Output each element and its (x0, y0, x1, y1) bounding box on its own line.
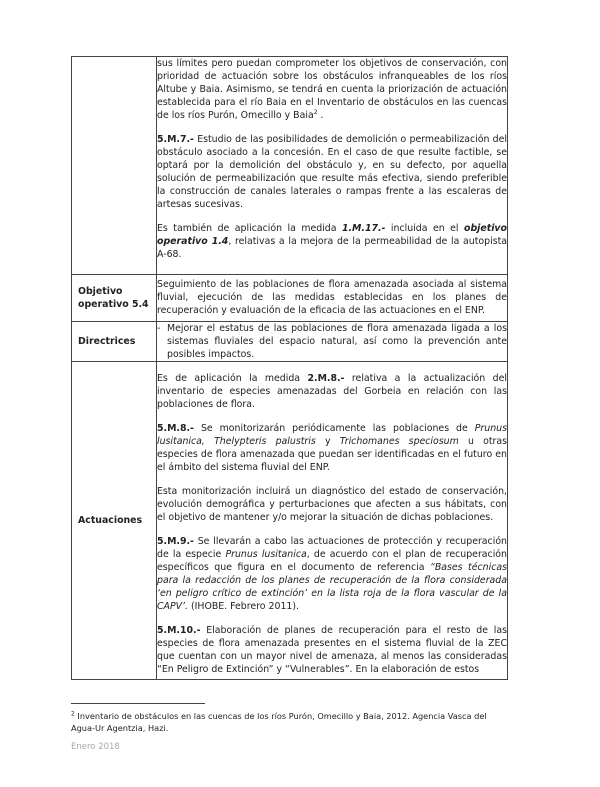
text-fragment: Se monitorizarán periódicamente las poblaciones de (193, 423, 475, 434)
text-fragment: (IHOBE. Febrero 2011). (188, 601, 300, 612)
label-cell (72, 322, 157, 362)
measure-paragraph (157, 422, 507, 474)
measure-paragraph (157, 624, 507, 676)
list-item (157, 322, 507, 361)
text-fragment: , relativas a la mejora de la permeabilidad de la autopista A-68. (157, 236, 508, 260)
paragraph-end: . (317, 110, 324, 121)
objective-ref: objetivo operativo 1.4 (157, 223, 507, 247)
measure-text: Elaboración de planes de recuperación para el resto de las especies de flora amenazada presentes en el sistema fluvial de la ZEC que cuentan con un mayor nivel de amenaza, al menos las consideradas “En Peligro de Extinción” y “Vulnerables”. En la elaboración de estos (157, 625, 507, 675)
table-row (72, 57, 508, 275)
content-table (71, 56, 508, 680)
species-name: Prunus lusitanica (225, 549, 307, 560)
paragraph: Esta monitorización incluirá un diagnóstico del estado de conservación, evolución demográfica y perturbaciones que afecten a sus hábitats, con el objetivo de mantener y/o mejorar la situación de dichas poblaciones. (157, 486, 507, 523)
label-cell (72, 362, 157, 680)
measure-code: 5.M.8.- (157, 423, 194, 434)
table-row (72, 322, 508, 362)
text-fragment: Es también de aplicación la medida (157, 223, 342, 234)
measure-code: 5.M.9.- (157, 536, 194, 547)
measure-text: Estudio de las posibilidades de demolición o permeabilización del obstáculo asociado a la concesión. En el caso de que resulte factible, se optará por la demolición del obstáculo y, en su defecto, por aquella solución de permeabilización que resulte más efectiva, siendo preferible la construcción de canales laterales o rampas frente a las escaleras de artesas sucesivas. (157, 134, 507, 210)
text-fragment: incluida en el (385, 223, 465, 234)
species-name: Prunus lusitanica, Thelypteris palustris (157, 423, 507, 447)
measure-code: 5.M.10.- (157, 625, 201, 636)
measure-code: 2.M.8.- (307, 373, 345, 384)
continuation-cell (157, 57, 508, 275)
text-fragment: Se llevarán a cabo las actuaciones de protección y recuperación de la especie (157, 536, 507, 560)
content-cell (157, 362, 508, 680)
row-label: Actuaciones (78, 515, 143, 526)
reference-paragraph (157, 222, 507, 261)
measure-code: 1.M.17.- (341, 223, 386, 234)
label-cell (72, 275, 157, 322)
footnote-text: Inventario de obstáculos en las cuencas de los ríos Purón, Omecillo y Baia, 2012. Agencia Vasca del Agua-Ur Agentzia, Hazi. (71, 711, 487, 733)
table-row (72, 275, 508, 322)
paragraph (157, 372, 507, 411)
text-fragment: relativa a la actualización del inventario de especies amenazadas del Gorbeia en relación con las poblaciones de flora. (157, 373, 508, 410)
footnote (71, 710, 508, 734)
text-fragment: Es de aplicación la medida (157, 373, 308, 384)
page-footer-date: Enero 2018 (71, 742, 120, 752)
table-row (72, 362, 508, 680)
row-label: Objetivo operativo 5.4 (78, 286, 149, 310)
measure-paragraph (157, 535, 507, 613)
text-fragment: , de acuerdo con el plan de recuperación específicos que figura en el documento de referencia (157, 549, 507, 573)
directive-text: Mejorar el estatus de las poblaciones de flora amenazada ligada a los sistemas fluviales del espacio natural, así como la prevención ante posibles impactos. (167, 323, 507, 360)
paragraph (157, 57, 507, 122)
measure-code: 5.M.7.- (157, 134, 194, 145)
measure-paragraph (157, 133, 507, 211)
text-fragment: y (315, 436, 340, 447)
footnote-number: 2 (71, 710, 75, 718)
row-label: Directrices (78, 336, 136, 347)
paragraph-text: sus límites pero puedan comprometer los objetivos de conservación, con prioridad de actuación sobre los obstáculos infranqueables de los ríos Altube y Baia. Asimismo, se tendrá en cuenta la priorización de actuación establecida para el río Baia en el Inventario de obstáculos en las cuencas de los ríos Purón, Omecillo y Baia (157, 58, 507, 121)
species-name: Trichomanes speciosum (339, 436, 459, 447)
bullet-dash: - (157, 323, 161, 334)
footnote-ref[interactable]: 2 (313, 108, 318, 116)
text-fragment: u otras especies de flora amenazada que puedan ser identificadas en el futuro en el ámbito del sistema fluvial del ENP. (157, 436, 507, 473)
reference-title: “Bases técnicas para la redacción de los planes de recuperación de la flora considerada ‘en peligro crítico de extinción’ en la lista roja de la flora vascular de la CAPV’. (157, 562, 507, 612)
content-cell (157, 322, 508, 362)
objective-text: Seguimiento de las poblaciones de flora amenazada asociada al sistema fluvial, ejecución de las medidas establecidas en los planes de recuperación y evaluación de la eficacia de las actuaciones en el ENP. (157, 279, 507, 316)
empty-label-cell (72, 57, 157, 275)
footnote-divider (71, 703, 205, 704)
content-cell (157, 275, 508, 322)
